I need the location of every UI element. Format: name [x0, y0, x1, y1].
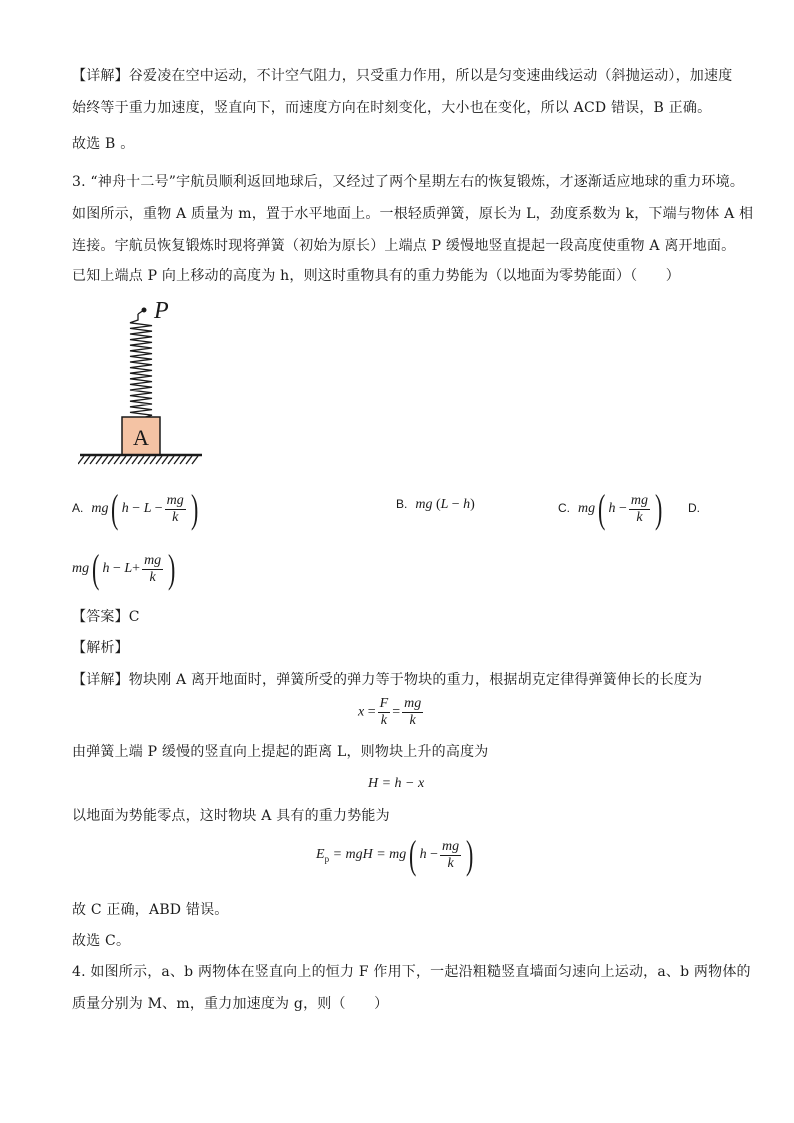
q3-line-4: 已知上端点 P 向上移动的高度为 h，则这时重物具有的重力势能为（以地面为零势能面）（ ）: [72, 268, 680, 284]
option-b[interactable]: B. mg (L − h): [396, 497, 475, 512]
spring-diagram: [78, 300, 208, 470]
hatch-mark: [108, 456, 114, 464]
hatch-mark: [144, 456, 150, 464]
hatch-mark: [186, 456, 192, 464]
hatch-mark: [114, 456, 120, 464]
spring-coil: [130, 314, 152, 418]
equation-extension: x = $\frac{F}{k}$ = $\frac{mg}{k}$: [358, 696, 422, 728]
option-d[interactable]: mg( h − L+ $\frac{mg}{k}$ ): [72, 546, 176, 591]
q3-line-2: 如图所示，重物 A 质量为 m，置于水平地面上。一根轻质弹簧，原长为 L，劲度系数为 k，下端与物体 A 相: [72, 206, 754, 222]
option-c[interactable]: C. mg( h − $\frac{mg}{k}$ ): [558, 486, 663, 531]
option-d-label[interactable]: D.: [688, 501, 700, 515]
prev-choose: 故选 B 。: [72, 136, 135, 152]
hatch-mark: [150, 456, 156, 464]
answer: 【答案】C: [72, 609, 140, 625]
hatch-mark: [96, 456, 102, 464]
hatch-mark: [90, 456, 96, 464]
hatch-mark: [162, 456, 168, 464]
option-a[interactable]: A. mg( h − L − $\frac{mg}{k}$ ): [72, 486, 199, 531]
hatch-mark: [192, 456, 198, 464]
line-potential: 以地面为势能零点，这时物块 A 具有的重力势能为: [72, 808, 390, 824]
line-lift: 由弹簧上端 P 缓慢的竖直向上提起的距离 L，则物块上升的高度为: [72, 744, 489, 760]
analysis-heading: 【解析】: [72, 640, 129, 656]
detail-line: 【详解】物块刚 A 离开地面时，弹簧所受的弹力等于物块的重力，根据胡克定律得弹簧伸长的长度为: [72, 672, 703, 688]
hatch-mark: [174, 456, 180, 464]
equation-height: H = h − x: [368, 776, 425, 791]
prev-detail-line-2: 始终等于重力加速度，竖直向下，而速度方向在时刻变化，大小也在变化，所以 ACD 错误，B 正确。: [72, 100, 712, 116]
q3-line-3: 连接。宇航员恢复锻炼时现将弹簧（初始为原长）上端点 P 缓慢地竖直提起一段高度使重物 A 离开地面。: [72, 238, 736, 254]
equation-potential-energy: $E_p$ = mgH = mg( h − $\frac{mg}{k}$ ): [316, 832, 474, 877]
hatch-mark: [126, 456, 132, 464]
hatch-mark: [102, 456, 108, 464]
ground-hatch: [78, 456, 198, 464]
spring-block-figure: [78, 300, 208, 474]
q3-choose: 故选 C。: [72, 933, 131, 949]
q4-line-2: 质量分别为 M、m，重力加速度为 g，则（ ）: [72, 996, 389, 1012]
hatch-mark: [156, 456, 162, 464]
hatch-mark: [120, 456, 126, 464]
hatch-mark: [180, 456, 186, 464]
hatch-mark: [78, 456, 84, 464]
q4-line-1: 4. 如图所示，a、b 两物体在竖直向上的恒力 F 作用下，一起沿粗糙竖直墙面匀速向上运动，a、b 两物体的: [72, 964, 751, 980]
point-p-label: P: [154, 300, 169, 324]
q3-line-1: 3. “神舟十二号”宇航员顺利返回地球后，又经过了两个星期左右的恢复锻炼，才逐渐适应地球的重力环境。: [72, 174, 745, 190]
hatch-mark: [84, 456, 90, 464]
hatch-mark: [168, 456, 174, 464]
prev-detail-line-1: 【详解】谷爱凌在空中运动，不计空气阻力，只受重力作用，所以是匀变速曲线运动（斜抛运动），加速度: [72, 68, 733, 84]
block-a-label: A: [133, 425, 149, 450]
hatch-mark: [132, 456, 138, 464]
conclusion: 故 C 正确，ABD 错误。: [72, 902, 229, 918]
hatch-mark: [138, 456, 144, 464]
